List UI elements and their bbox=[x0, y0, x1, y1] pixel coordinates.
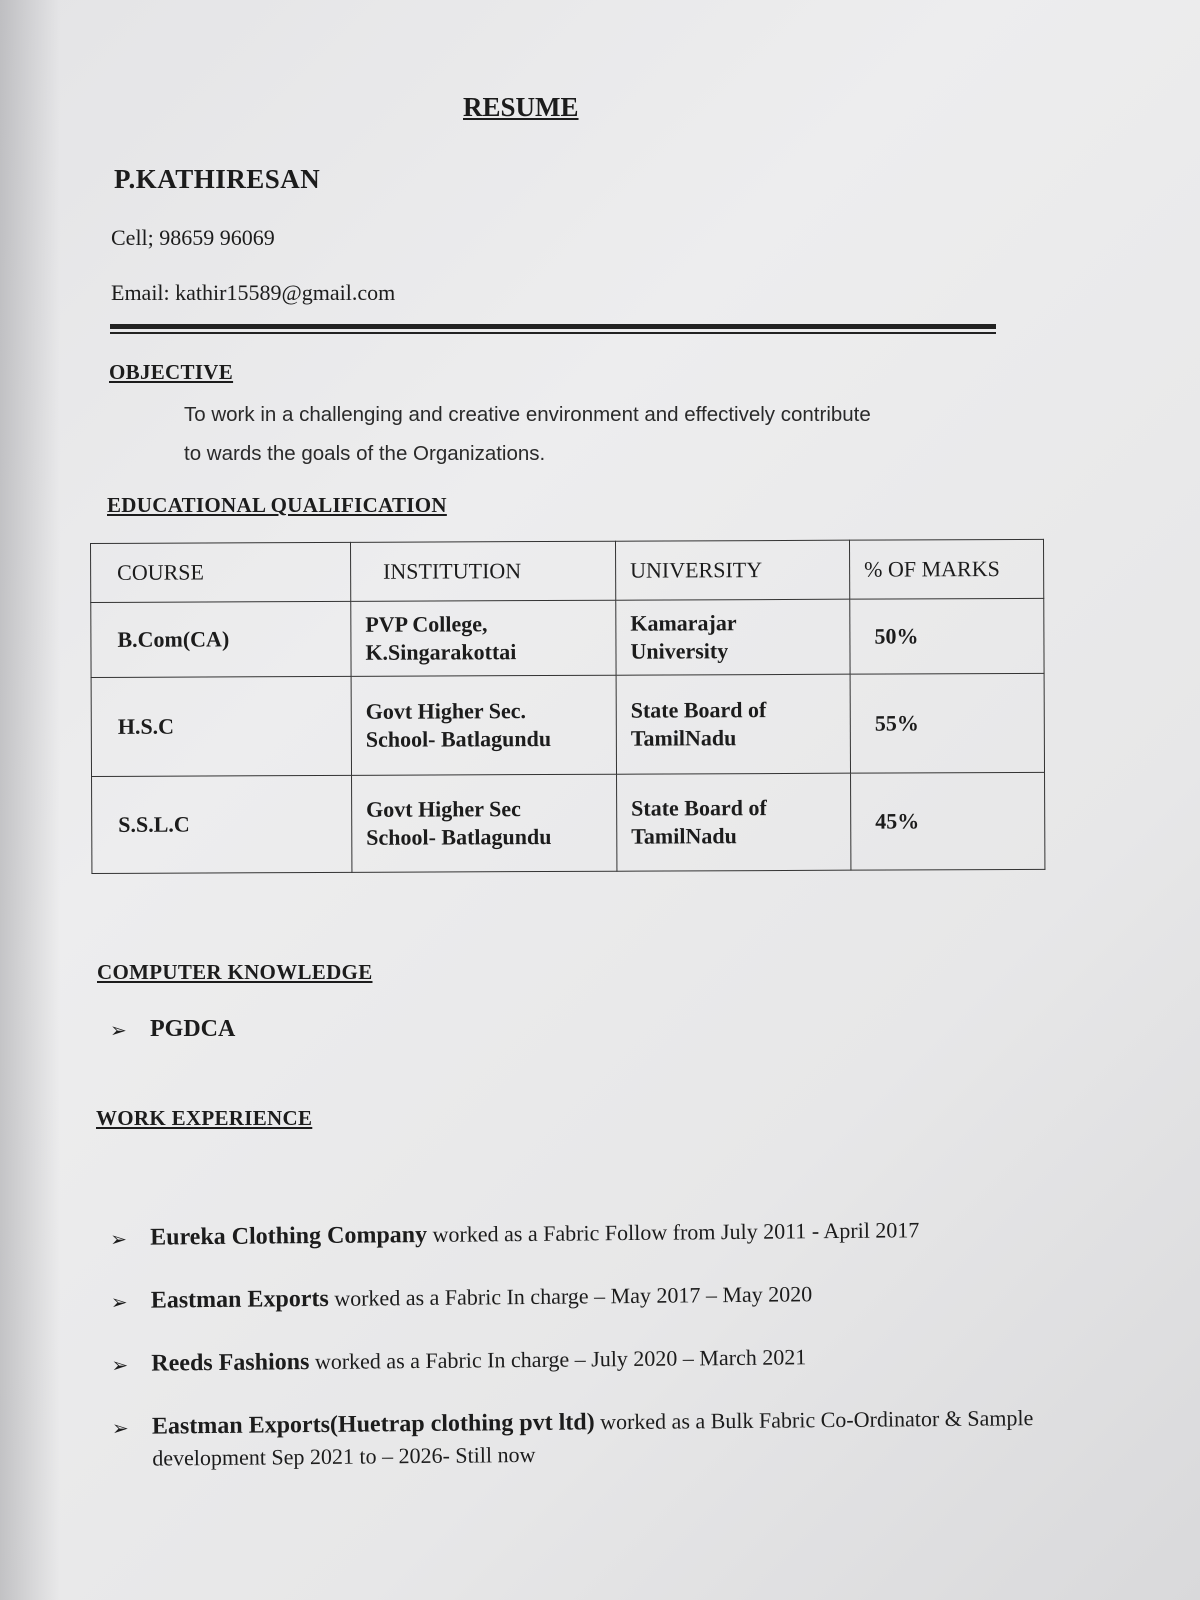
resume-title: RESUME bbox=[463, 92, 579, 122]
course-cell: H.S.C bbox=[91, 676, 351, 776]
institution-cell bbox=[351, 600, 616, 676]
university-line-2: TamilNadu bbox=[631, 823, 737, 849]
objective-heading: OBJECTIVE bbox=[109, 360, 234, 384]
university-line-1: State Board of bbox=[630, 697, 767, 723]
job-detail: worked as a Fabric Follow from July 2011 - April 2017 bbox=[426, 1217, 920, 1247]
institution-line-1: Govt Higher Sec bbox=[366, 796, 521, 822]
institution-line-1: Govt Higher Sec. bbox=[365, 698, 527, 724]
list-item bbox=[111, 1339, 1071, 1380]
university-cell bbox=[616, 674, 850, 774]
arrow-bullet-icon: ➢ bbox=[110, 1018, 127, 1042]
company-name: Reeds Fashions bbox=[151, 1349, 310, 1377]
course-cell: S.S.L.C bbox=[92, 775, 352, 873]
institution-line-2: K.Singarakottai bbox=[365, 639, 517, 665]
company-name: Eastman Exports bbox=[150, 1285, 329, 1314]
arrow-bullet-icon: ➢ bbox=[110, 1289, 128, 1314]
work-experience-list bbox=[110, 1213, 1073, 1505]
university-cell bbox=[616, 599, 850, 675]
course-cell: B.Com(CA) bbox=[91, 601, 351, 677]
work-experience-heading: WORK EXPERIENCE bbox=[96, 1106, 313, 1130]
list-item bbox=[110, 1213, 1070, 1254]
email-address: Email: kathir15589@gmail.com bbox=[111, 280, 396, 305]
list-item bbox=[112, 1402, 1073, 1474]
column-header-course: COURSE bbox=[91, 542, 351, 602]
divider-thick bbox=[110, 324, 996, 329]
table-header-row bbox=[91, 539, 1044, 602]
table-row bbox=[91, 673, 1044, 776]
institution-line-2: School- Batlagundu bbox=[365, 725, 552, 752]
list-item bbox=[111, 1276, 1071, 1317]
computer-knowledge-list bbox=[110, 1016, 235, 1043]
objective-line-1: To work in a challenging and creative environment and effectively contribute bbox=[184, 403, 871, 426]
computer-skill: PGDCA bbox=[150, 1016, 236, 1042]
arrow-bullet-icon: ➢ bbox=[111, 1415, 129, 1440]
candidate-name: P.KATHIRESAN bbox=[114, 164, 321, 194]
institution-line-1: PVP College, bbox=[365, 611, 488, 637]
job-detail: worked as a Fabric In charge – July 2020 – March 2021 bbox=[309, 1344, 807, 1375]
job-detail: worked as a Fabric In charge – May 2017 – May 2020 bbox=[328, 1281, 813, 1311]
column-header-institution: INSTITUTION bbox=[350, 541, 615, 601]
institution-line-2: School- Batlagundu bbox=[366, 823, 552, 850]
education-table bbox=[90, 539, 1045, 874]
university-line-1: Kamarajar bbox=[630, 610, 737, 636]
education-heading: EDUCATIONAL QUALIFICATION bbox=[107, 493, 447, 517]
university-line-2: TamilNadu bbox=[630, 725, 737, 751]
job-detail: worked as a Bulk Fabric Co-Ordinator & Sample development Sep 2021 to – 2026- Still now bbox=[152, 1405, 1034, 1471]
university-line-2: University bbox=[630, 638, 729, 664]
column-header-marks: % OF MARKS bbox=[849, 539, 1043, 599]
company-name: Eastman Exports(Huetrap clothing pvt ltd) bbox=[151, 1409, 595, 1440]
computer-knowledge-heading: COMPUTER KNOWLEDGE bbox=[97, 960, 373, 984]
marks-cell: 45% bbox=[851, 772, 1045, 870]
table-row bbox=[91, 598, 1044, 677]
marks-cell: 55% bbox=[850, 673, 1044, 773]
table-row bbox=[92, 772, 1045, 873]
divider-thin bbox=[110, 332, 996, 334]
institution-cell bbox=[351, 774, 616, 872]
objective-line-2: to wards the goals of the Organizations. bbox=[184, 442, 546, 465]
company-name: Eureka Clothing Company bbox=[150, 1221, 428, 1251]
arrow-bullet-icon: ➢ bbox=[111, 1352, 129, 1377]
arrow-bullet-icon: ➢ bbox=[110, 1226, 128, 1251]
university-line-1: State Board of bbox=[631, 795, 767, 821]
cell-number: Cell; 98659 96069 bbox=[111, 225, 275, 250]
objective-text bbox=[184, 395, 984, 473]
institution-cell bbox=[351, 675, 616, 775]
university-cell bbox=[616, 773, 850, 871]
marks-cell: 50% bbox=[850, 598, 1044, 674]
list-item bbox=[110, 1016, 235, 1043]
column-header-university: UNIVERSITY bbox=[615, 540, 849, 600]
